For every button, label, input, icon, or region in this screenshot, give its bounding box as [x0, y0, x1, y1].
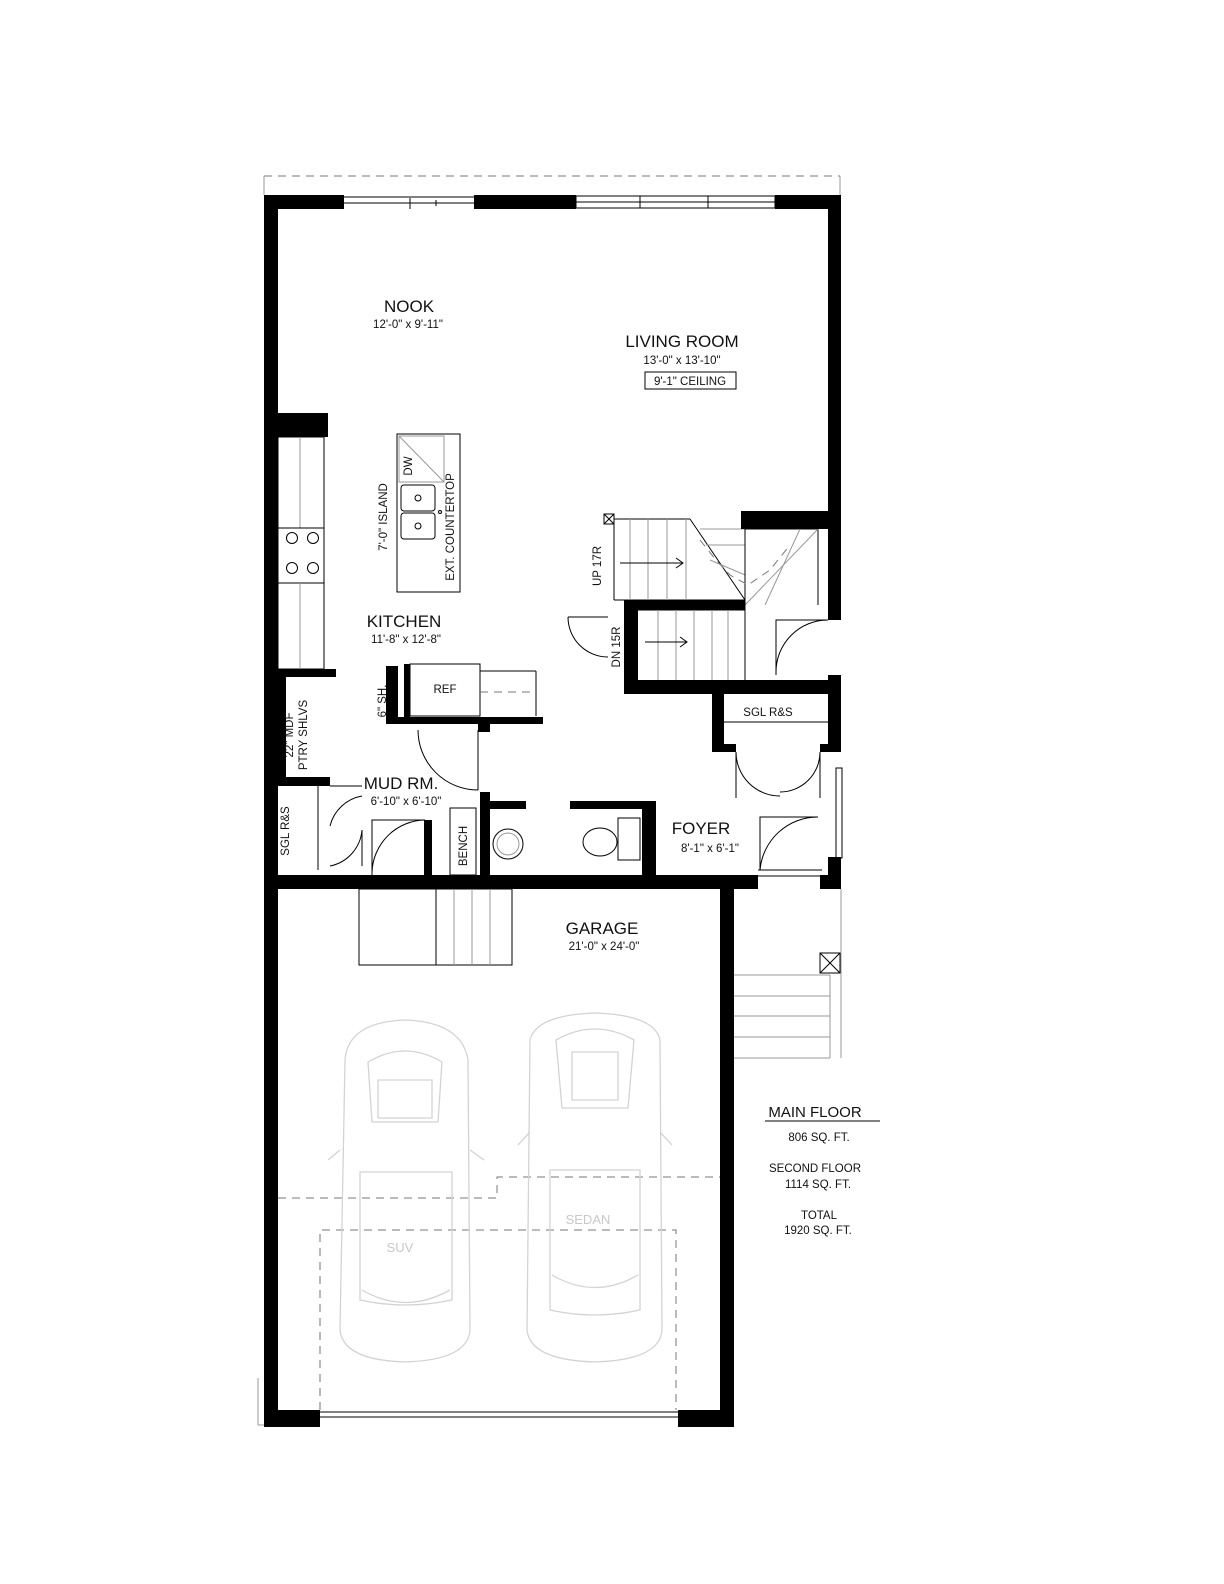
mud-room-dims: 6'-10" x 6'-10": [370, 796, 442, 808]
foyer-closet-label: SGL R&S: [743, 707, 793, 719]
pantry-label-1: 22" MDF: [284, 712, 296, 758]
suv-label: SUV: [386, 1240, 414, 1255]
total-label: TOTAL: [801, 1210, 837, 1222]
kitchen-counters: [278, 413, 336, 677]
shelf-label: 6" SH.: [377, 684, 389, 718]
legend-title: MAIN FLOOR: [768, 1104, 862, 1121]
kitchen-label: KITCHEN: [366, 612, 442, 631]
suv-car-outline: [328, 1020, 484, 1362]
stair-doors: [568, 617, 828, 675]
stair-up-label: UP 17R: [592, 545, 604, 587]
ceiling-height-label: 9'-1" CEILING: [653, 376, 727, 388]
powder-room: [480, 792, 656, 879]
main-floor-sqft: 806 SQ. FT.: [788, 1132, 850, 1144]
mud-closet-label: SGL R&S: [280, 806, 292, 856]
second-floor-label: SECOND FLOOR: [768, 1163, 862, 1175]
main-stairs: [604, 511, 841, 694]
countertop-label: EXT. COUNTERTOP: [445, 473, 457, 581]
stair-down-label: DN 15R: [611, 626, 623, 668]
total-sqft: 1920 SQ. FT.: [784, 1225, 852, 1237]
mud-room-label: MUD RM.: [363, 774, 439, 793]
dishwasher-label: DW: [403, 456, 415, 476]
living-room-label: LIVING ROOM: [625, 332, 739, 351]
nook-label: NOOK: [383, 297, 435, 316]
garage-steps: [359, 889, 512, 965]
refrigerator-label: REF: [433, 684, 457, 696]
garage-dims: 21'-0" x 24'-0": [568, 941, 640, 953]
foyer-dims: 8'-1" x 6'-1": [681, 843, 739, 855]
front-steps: [734, 889, 841, 1058]
bench-label: BENCH: [458, 825, 470, 867]
eave-line: [264, 176, 840, 195]
exterior-walls: [264, 195, 841, 1427]
nook-dims: 12'-0" x 9'-11": [373, 319, 443, 331]
island-label: 7'-0" ISLAND: [378, 483, 390, 551]
refrigerator-area: [386, 664, 543, 732]
front-door: [758, 817, 822, 876]
kitchen-dims: 11'-8" x 12'-8": [371, 634, 441, 646]
living-room-dims: 13'-0" x 13'-10": [643, 355, 721, 367]
sedan-car-outline: [518, 1013, 672, 1362]
garage-label: GARAGE: [565, 919, 639, 938]
sedan-label: SEDAN: [565, 1212, 611, 1227]
garage-dashed: [258, 1177, 720, 1425]
pantry-label-2: PTRY SHLVS: [298, 699, 310, 771]
foyer-label: FOYER: [671, 819, 731, 838]
second-floor-sqft: 1114 SQ. FT.: [784, 1179, 852, 1191]
